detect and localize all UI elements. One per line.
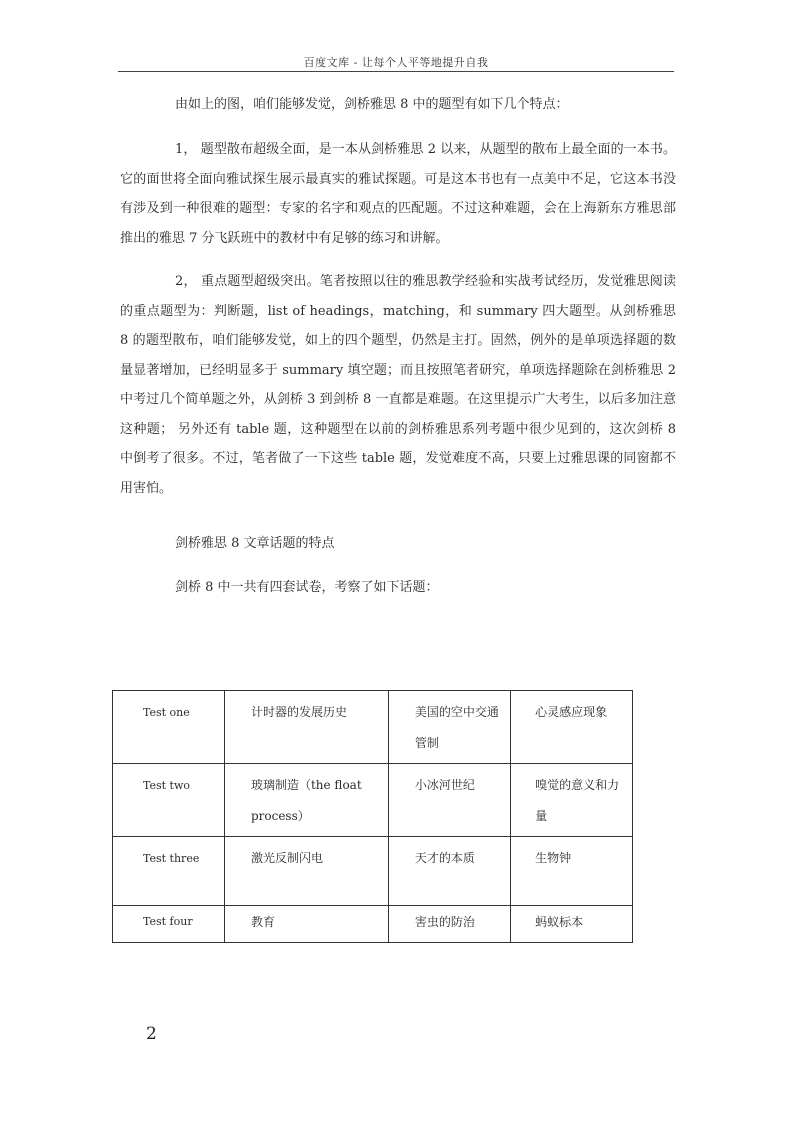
topic-cell: 小冰河世纪 bbox=[388, 764, 510, 837]
topic-cell: 计时器的发展历史 bbox=[224, 691, 388, 764]
topic-cell: 美国的空中交通管制 bbox=[388, 691, 510, 764]
topic-cell: 生物钟 bbox=[511, 837, 633, 906]
topic-cell: 激光反制闪电 bbox=[224, 837, 388, 906]
topic-cell: 玻璃制造（the float process） bbox=[224, 764, 388, 837]
intro-paragraph: 由如上的图，咱们能够发觉，剑桥雅思 8 中的题型有如下几个特点： bbox=[175, 97, 569, 112]
topic-cell: 天才的本质 bbox=[388, 837, 510, 906]
tests-intro-paragraph: 剑桥 8 中一共有四套试卷，考察了如下话题： bbox=[175, 580, 439, 595]
table-row bbox=[113, 837, 633, 906]
header-divider bbox=[118, 71, 674, 72]
topics-table bbox=[112, 690, 633, 943]
test-label-cell: Test one bbox=[113, 691, 225, 764]
topic-cell: 嗅觉的意义和力量 bbox=[511, 764, 633, 837]
table-row bbox=[113, 906, 633, 943]
topic-cell: 教育 bbox=[224, 906, 388, 943]
page-number: 2 bbox=[146, 1024, 157, 1044]
table-row bbox=[113, 691, 633, 764]
topic-cell: 蚂蚁标本 bbox=[511, 906, 633, 943]
topic-cell: 害虫的防治 bbox=[388, 906, 510, 943]
test-label-cell: Test three bbox=[113, 837, 225, 906]
test-label-cell: Test two bbox=[113, 764, 225, 837]
section-subtitle: 剑桥雅思 8 文章话题的特点 bbox=[175, 536, 335, 551]
test-label-cell: Test four bbox=[113, 906, 225, 943]
point-one-paragraph: 1， 题型散布超级全面，是一本从剑桥雅思 2 以来，从题型的散布上最全面的一本书。它的面世将全面向雅试探生展示最真实的雅试探题。可是这本书也有一点美中不足，它这本书没有涉及到一种很难的题型：专家的名字和观点的匹配题。不过这种难题，会在上海新东方雅思部推出的雅思 7 分飞跃班中的教材中有足够的练习和讲解。 bbox=[120, 142, 676, 246]
topic-cell: 心灵感应现象 bbox=[511, 691, 633, 764]
table-row bbox=[113, 764, 633, 837]
point-two-paragraph: 2， 重点题型超级突出。笔者按照以往的雅思教学经验和实战考试经历，发觉雅思阅读的重点题型为：判断题，list of headings，matching，和 summary 四大题型。从剑桥雅思 8 的题型散布，咱们能够发觉，如上的四个题型，仍然是主打。固然，例外的是单项选择题的数量显著增加，已经明显多于 summary 填空题；而且按照笔者研究，单项选择题除在剑桥雅思 2 中考过几个简单题之外，从剑桥 3 到剑桥 8 一直都是难题。在这里提示广大考生，以后多加注意这种题； 另外还有 table 题，这种题型在以前的剑桥雅思系列考题中很少见到的，这次剑桥 8 中倒考了很多。不过，笔者做了一下这些 table 题，发觉难度不高，只要上过雅思课的同窗都不用害怕。 bbox=[120, 274, 676, 496]
page-header: 百度文库 - 让每个人平等地提升自我 bbox=[303, 56, 489, 69]
